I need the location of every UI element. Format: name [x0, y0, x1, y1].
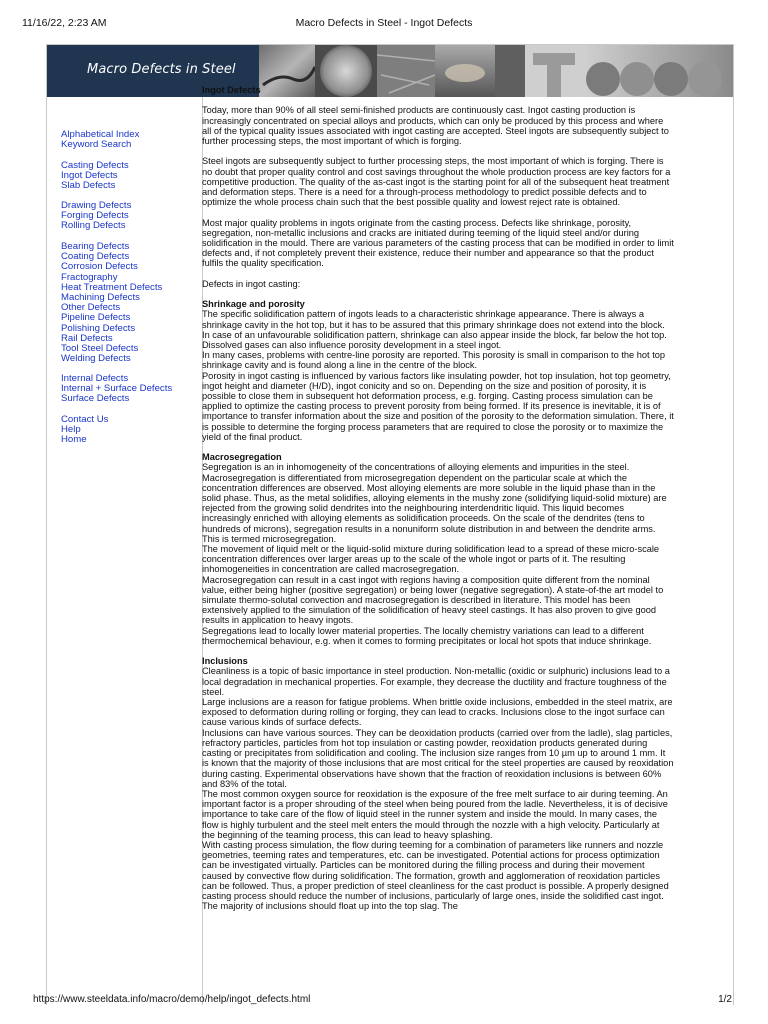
nav-link-forging-defects[interactable]: Forging Defects — [61, 210, 129, 222]
nav-link-casting-defects[interactable]: Casting Defects — [61, 159, 129, 171]
nav-link-home[interactable]: Home — [61, 434, 87, 446]
nav-link-coating-defects[interactable]: Coating Defects — [61, 251, 130, 263]
print-header — [0, 17, 768, 31]
banner-title: Macro Defects in Steel — [87, 62, 236, 77]
nav-link-drawing-defects[interactable]: Drawing Defects — [61, 200, 132, 211]
nav-link-contact-us[interactable]: Contact Us — [61, 414, 109, 425]
section-title: Inclusions — [202, 656, 248, 667]
nav-link-machining-defects[interactable]: Machining Defects — [61, 292, 140, 304]
nav-link-rail-defects[interactable]: Rail Defects — [61, 332, 113, 344]
sidebar-nav — [47, 97, 203, 1005]
print-url: https://www.steeldata.info/macro/demo/help/ingot_defects.html — [33, 994, 311, 1005]
nav-link-help[interactable]: Help — [61, 424, 81, 436]
nav-link-alphabetical-index[interactable]: Alphabetical Index — [61, 129, 140, 140]
defects-list-intro: Defects in ingot casting: — [202, 278, 301, 289]
page-heading: Ingot Defects — [202, 85, 261, 95]
nav-link-heat-treatment-defects[interactable]: Heat Treatment Defects — [61, 281, 163, 293]
nav-link-tool-steel-defects[interactable]: Tool Steel Defects — [61, 343, 139, 355]
section-paragraph: Macrosegregation can result in a cast ingot with regions having a composition quite different from the nominal value, either being higher (positive segregation) or being lower (negative segregation). A state-of-the art model to simulate thermo-solutal convection and macrosegregation is described in literature. This model has been extensively applied to the simulation of the solidification of heavy steel castings. It has also proven to give good results in application to heavy ingots. — [202, 574, 664, 626]
nav-group-casting — [61, 161, 129, 192]
page-number: 1/2 — [718, 994, 732, 1005]
nav-group-forming — [61, 201, 131, 232]
section-paragraph: The movement of liquid melt or the liquid-solid mixture during solidification lead to a spread of these micro-scale concentration differences over larger areas up to the scale of the whole ingot or parts of it. The resulting inhomogeneities in concentration are called macrosegregation. — [202, 544, 660, 575]
nav-link-keyword-search[interactable]: Keyword Search — [61, 139, 132, 151]
section-paragraph: Large inclusions are a reason for fatigue problems. When brittle oxide inclusions, embedded in the steel matrix, are exposed to deformation during rolling or forging, they can lead to cracks. Inclusions close to the ingot surface can cause various kinds of surface defects. — [202, 697, 673, 728]
section-paragraph: Porosity in ingot casting is influenced by various factors like insulating powder, hot top insulation, hot top geometry, ingot height and diameter (H/D), ingot conicity and so on. Depending on the size and position of porosity, it is possible to close them in subsequent hot deformation process, e.g. forging. Casting process simulation can be applied to optimize the casting process to prevent porosity from being formed. If its presence is inevitable, it is of importance to transfer information about the size and position of the porosity to the deformation simulation. There, it is possible to determine the forging process parameters that are required to close the porosity or to maximize the yield of the final product. — [202, 370, 674, 442]
main-content — [202, 85, 674, 922]
section-macrosegregation — [202, 452, 674, 646]
print-datetime: 11/16/22, 2:23 AM — [22, 17, 107, 29]
print-footer — [0, 994, 768, 1008]
section-inclusions — [202, 656, 674, 911]
nav-link-ingot-defects[interactable]: Ingot Defects — [61, 169, 118, 181]
nav-link-rolling-defects[interactable]: Rolling Defects — [61, 220, 126, 232]
print-page-title: Macro Defects in Steel - Ingot Defects — [295, 17, 473, 29]
intro-paragraph: Most major quality problems in ingots originate from the casting process. Defects like shrinkage, porosity, segregation, non-metallic inclusions and cracks are initiated during teeming of the liquid steel and/or during solidification in the mould. There are various parameters of the casting process that can be modified in order to limit defects and, if not completely prevent their existence, reduce their number and appearance so that the product fulfils the quality specification. — [202, 217, 674, 269]
nav-link-welding-defects[interactable]: Welding Defects — [61, 353, 131, 365]
nav-link-polishing-defects[interactable]: Polishing Defects — [61, 322, 136, 334]
nav-link-pipeline-defects[interactable]: Pipeline Defects — [61, 312, 131, 324]
section-paragraph: Segregation is an in inhomogeneity of the concentrations of alloying elements and impurities in the steel. Macrosegregation is differentiated from microsegregation dependent on the particular scale at which the concentration differences are observed. Most alloying elements are more soluble in the liquid phase than in the solid phase. Thus, as the metal solidifies, alloying elements in the mushy zone (solidifying liquid-solid mixture) are rejected from the growing solid dendrites into the neighbouring interdendritic liquid. This liquid becomes increasingly enriched with alloying elements as solidification proceeds. On the scale of the dendrites (tens to hundreds of microns), segregation results in a nonuniform solute distribution in and between the dendrite arms. This is termed microsegregation. — [202, 462, 667, 544]
nav-link-bearing-defects[interactable]: Bearing Defects — [61, 241, 130, 252]
nav-link-internal-defects[interactable]: Internal Defects — [61, 373, 129, 384]
nav-group-index — [61, 130, 139, 150]
nav-link-internal-surface-defects[interactable]: Internal + Surface Defects — [61, 383, 173, 395]
section-paragraph: In many cases, problems with centre-line porosity are reported. This porosity is small in comparison to the hot top shrinkage cavity and is found along a line in the centre of the block. — [202, 350, 666, 371]
section-paragraph: With casting process simulation, the flow during teeming for a combination of parameters like runners and nozzle geometries, teeming rates and temperatures, etc. can be investigated. Potential actions for process optimization can be investigated virtually. Particles can be monitored during the filling process and during their movement caused by convective flow during solidification. The formation, growth and agglomeration of reoxidation particles can be followed. Thus, a proper prediction of steel cleanliness for the cast product is possible. A properly designed casting process should reduce the number of inclusions, particularly of large ones, inside the solidified cast ingot. The majority of inclusions should float up into the top slag. The — [202, 839, 669, 912]
nav-link-surface-defects[interactable]: Surface Defects — [61, 393, 130, 405]
nav-group-site — [61, 415, 108, 446]
section-title: Shrinkage and porosity — [202, 299, 305, 310]
nav-group-location — [61, 374, 172, 405]
intro-paragraph: Steel ingots are subsequently subject to further processing steps, the most important of which is forging. There is no doubt that proper quality control and cost savings throughout the whole production process are key factors for a competitive production. The quality of the as-cast ingot is the starting point for all of the subsequent heat treatment and deformation steps. There is a need for a through-process methodology to predict possible defects and to optimize the whole process chain such that the best possible quality and lowest reject rate is obtained. — [202, 156, 671, 208]
section-paragraph: The most common oxygen source for reoxidation is the exposure of the free melt surface to air during teeming. An important factor is a proper shrouding of the steel when being poured from the ladle. Nevertheless, it is of decisive importance to take care of the flow of liquid steel in the runner system and inside the mould. In many cases, the flow is highly turbulent and the steel melt enters the mould through the nozzle with a high velocity. Particularly at the beginning of the teaming process, this can lead to heavy splashing. — [202, 788, 668, 840]
nav-link-fractography[interactable]: Fractography — [61, 271, 118, 283]
section-paragraph: The specific solidification pattern of ingots leads to a characteristic shrinkage appearance. There is always a shrinkage cavity in the hot top, but it has to be assured that this primary shrinkage does not extend into the block. In case of an unfavourable solidification pattern, shrinkage can also appear inside the block, far below the hot top. Dissolved gases can also influence porosity development in a steel ingot. — [202, 309, 667, 350]
section-paragraph: Inclusions can have various sources. They can be deoxidation products (carried over from the ladle), slag particles, refractory particles, particles from hot top insulation or casting powder, reoxidation products generated during casting or precipitates from solidification and cooling. The inclusion size ranges from 10 µm up to around 1 mm. It is known that the majority of those inclusions that are most critical for the steel properties are caused by reoxidation during casting. Experimental observations have shown that the fraction of reoxidation inclusions is between 60% and 83% of the total. — [202, 727, 674, 789]
section-shrinkage — [202, 299, 674, 442]
section-paragraph: Segregations lead to locally lower material properties. The locally chemistry variations can lead to a different thermochemical behaviour, e.g. when it comes to forming precipitates or local hot spots that induce shrinkage. — [202, 625, 652, 646]
nav-link-corrosion-defects[interactable]: Corrosion Defects — [61, 261, 138, 273]
intro-paragraph: Today, more than 90% of all steel semi-finished products are continuously cast. Ingot casting production is increasingly concentrated on special alloys and products, which can only be produced by this process and where all of the typical quality issues associated with ingot casting are accepted. Steel ingots are subsequently subject to further processing steps, the most important of which is forging. — [202, 105, 669, 146]
section-title: Macrosegregation — [202, 452, 282, 463]
nav-link-other-defects[interactable]: Other Defects — [61, 302, 121, 314]
nav-group-other — [61, 242, 162, 364]
section-paragraph: Cleanliness is a topic of basic importance in steel production. Non-metallic (oxidic or sulphuric) inclusions lead to a local degradation in mechanical properties. For example, they decrease the ductility and fracture toughness of the steel. — [202, 666, 670, 697]
nav-link-slab-defects[interactable]: Slab Defects — [61, 179, 116, 191]
